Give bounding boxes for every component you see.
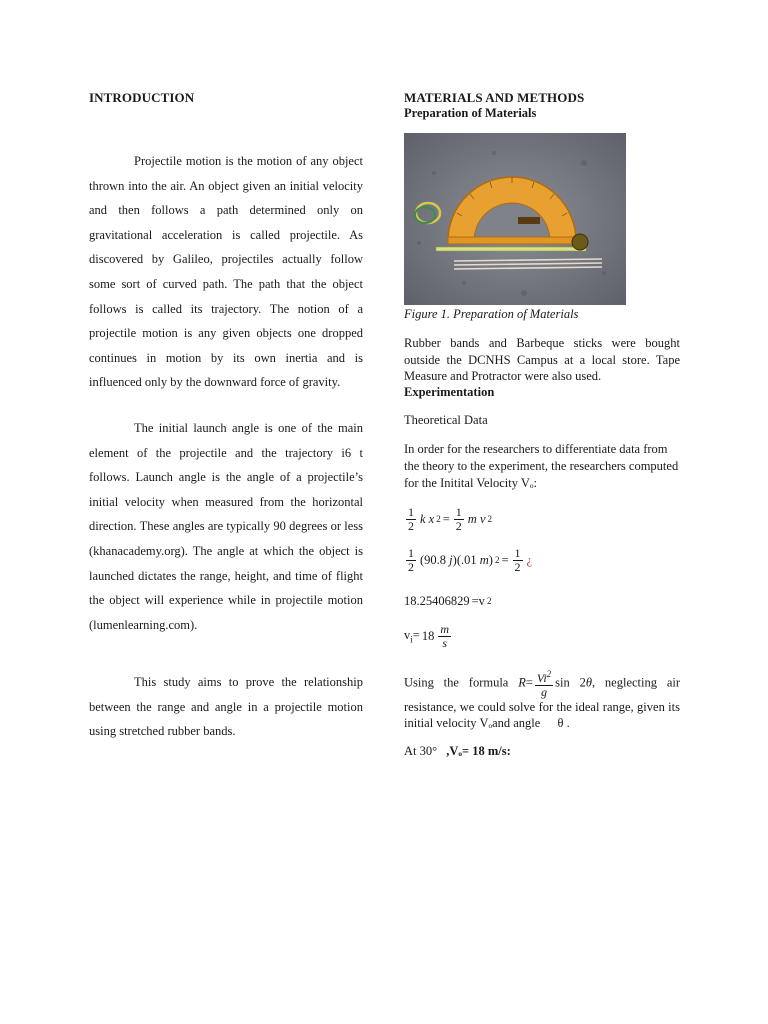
equation-1: $\frac{1}{2}$ k x 2 = $\frac{1}{2}$ m v 2: [408, 504, 492, 533]
fraction-half: $\frac{1}{2}$: [408, 504, 414, 533]
intro-paragraph-2: The initial launch angle is one of the main element of the projectile and the trajectory i6 t follows. Launch angle is the angle of a projectile’s initial velocity when measured from the horizontal direction. These angles are typically 90 degrees or less (khanacademy.org). The angle at which the object is launched dictates the range, height, and time of flight the object will experience while in projectile motion (lumenlearning.com).: [89, 420, 363, 632]
fraction-half: $\frac{1}{2}$: [514, 545, 521, 574]
equation-3-value: 18.25406829: [404, 593, 470, 608]
materials-methods-heading: MATERIALS AND METHODS: [404, 90, 585, 105]
left-column: [89, 90, 363, 744]
materials-photo-svg: [404, 133, 626, 305]
at-30-line: At 30° ,Vₒ= 18 m/s:: [404, 743, 511, 758]
equation-2: $\frac{1}{2}$ (90.8 j)(.01 m) 2 = $\frac{1}{2}$ ¿: [408, 545, 533, 574]
experimentation-text: In order for the researchers to differentiate data from the theory to the experiment, the researchers computed for the Initital Velocity Vₒ:: [404, 441, 679, 490]
intro-paragraph-3: This study aims to prove the relationship between the range and angle in a projectile motion using stretched rubber bands.: [89, 675, 363, 739]
introduction-heading: INTRODUCTION: [89, 90, 195, 105]
figure-caption: Figure 1. Preparation of Materials: [404, 307, 579, 321]
preparation-heading: Preparation of Materials: [404, 106, 537, 120]
fraction-m-per-s: $\frac{m}{s}$: [440, 621, 449, 650]
intro-paragraph-1: Projectile motion is the motion of any object thrown into the air. An object given an initial velocity and then follows a path determined only on gravitational acceleration is called projectile. As discovered by Galileo, projectiles actually follow some sort of curved path. The path that the object follows is called its trajectory. The notion of a projectile motion is any given objects one dropped continues in motion by its own inertia and is influenced only by the downward force of gravity.: [89, 154, 363, 390]
theoretical-data-label: Theoretical Data: [404, 412, 488, 427]
fraction-vi2-over-g: $\frac{Vi^2}{g}$: [536, 668, 552, 699]
experimentation-heading: Experimentation: [404, 384, 495, 399]
preparation-text: Rubber bands and Barbeque sticks were bought outside the DCNHS Campus at a local store. Tape Measure and Protractor were also used.: [404, 336, 680, 383]
fraction-half: $\frac{1}{2}$: [408, 545, 414, 574]
fraction-half: $\frac{1}{2}$: [455, 504, 462, 533]
equation-3: 18.25406829 =v 2: [404, 593, 492, 608]
materials-photo: [404, 133, 626, 305]
equation-4: $v_i=$ 18 $\frac{m}{s}$: [404, 621, 449, 650]
velocity-value: 18: [421, 628, 435, 643]
theta-symbol: θ: [557, 716, 564, 730]
range-formula-text: Using the formula R= $\frac{Vi^2}{g}$ sin 2θ, neglecting air resistance, we could solve for the ideal range, given its initial velocity Vₒand angle θ .: [404, 668, 681, 730]
right-column: [404, 90, 680, 759]
